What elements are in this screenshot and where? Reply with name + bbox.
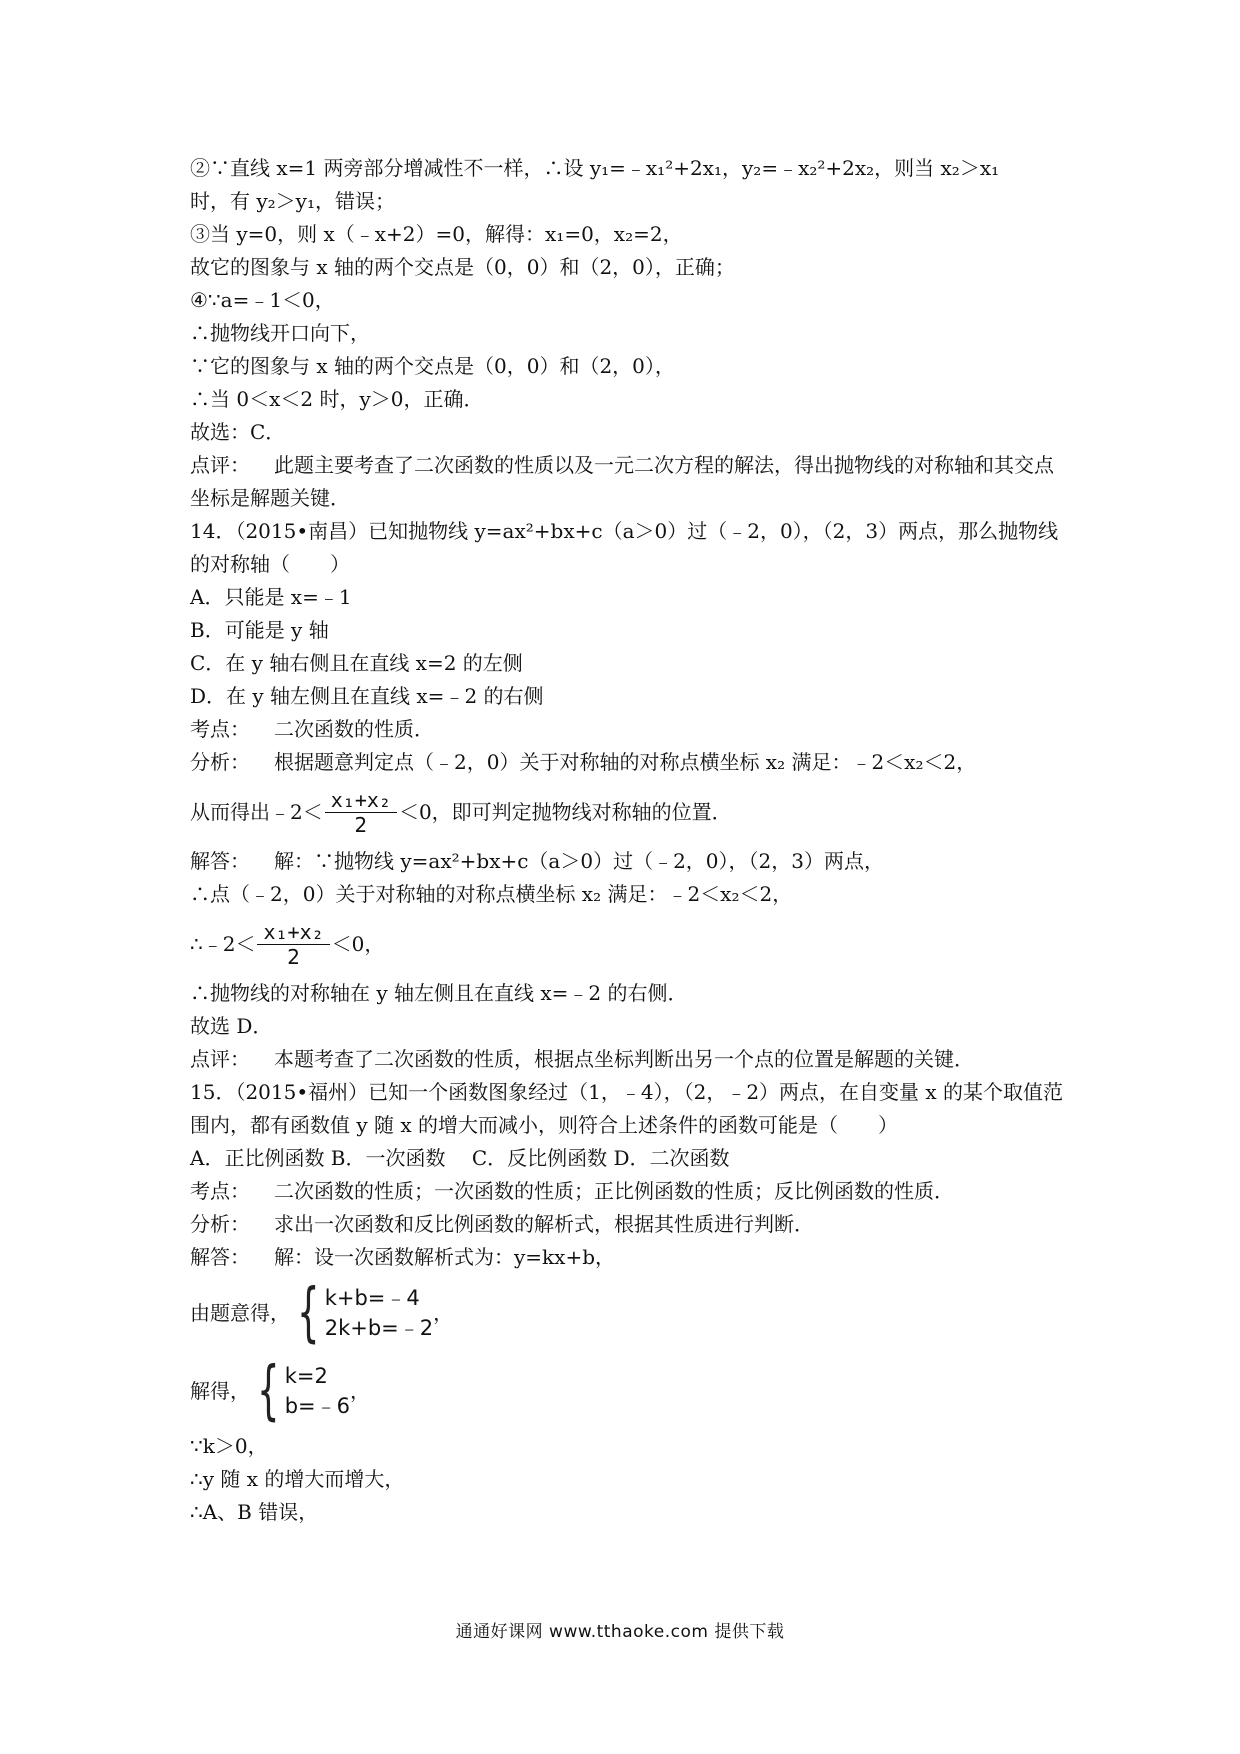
q14-comment [190,1043,1070,1076]
q15-options: A．正比例函数 B．一次函数 C．反比例函数 D．二次函数 [190,1146,730,1170]
q15-sys1-pre: 由题意得， [190,1300,290,1325]
q14-an-label: 分析： [190,750,250,774]
q14-kp-text: 二次函数的性质． [274,717,434,741]
left-brace-icon: { [257,1354,280,1428]
q15-stem: 15．（2015•福州）已知一个函数图象经过（1，﹣4），（2，﹣2）两点，在自变量 x 的某个取值范围内，都有函数值 y 随 x 的增大而减小，则符合上述条件的函数可能是（ ） [190,1080,1064,1137]
q14-an2-post: ＜0，即可判定抛物线对称轴的位置． [398,799,732,824]
q15-system-2 [190,1352,1070,1430]
prev-line-4: 故它的图象与 x 轴的两个交点是（0，0）和（2，0），正确； [190,255,735,279]
q14-option-c: C．在 y 轴右侧且在直线 x=2 的左侧 [190,651,523,675]
q14-knowledge-point [190,713,1070,746]
q14-analysis-1 [190,746,1070,779]
prev-comment [190,449,1070,515]
left-brace-icon: { [297,1276,320,1350]
q15-sys2-pre: 解得， [190,1378,250,1403]
q15-solution-1 [190,1241,1070,1274]
page-footer: 通通好课网 www.tthaoke.com 提供下载 [455,1622,785,1642]
q14-solution-1 [190,845,1070,878]
prev-line-6: ∴抛物线开口向下， [190,321,370,345]
equation-row: k+b=﹣4 [324,1286,420,1310]
q15-line-3: ∴A、B 错误， [190,1500,319,1524]
q14-kp-label: 考点： [190,717,250,741]
page-content [190,152,1070,1529]
equation-row: b=﹣6 [284,1394,351,1418]
q15-sys2-post: ， [350,1378,371,1403]
q15-kp-text: 二次函数的性质；一次函数的性质；正比例函数的性质；反比例函数的性质． [274,1179,954,1203]
prev-comment-text: 此题主要考查了二次函数的性质以及一元二次方程的解法，得出抛物线的对称轴和其交点坐标是解题关键． [190,453,1054,510]
q14-sol-label: 解答： [190,849,250,873]
equation-rows [285,1361,350,1421]
fraction-numerator: x₁+x₂ [257,920,329,945]
q15-an-text: 求出一次函数和反比例函数的解析式，根据其性质进行判断． [274,1212,814,1236]
q14-solution-3 [190,911,1070,977]
prev-line-5: ④∵a=﹣1＜0， [190,288,335,312]
fraction-denominator: 2 [354,812,368,837]
q14-sol-text-1: 解：∵抛物线 y=ax²+bx+c（a＞0）过（﹣2，0），（2，3）两点， [274,849,884,873]
q14-stem: 14．（2015•南昌）已知抛物线 y=ax²+bx+c（a＞0）过（﹣2，0），（2，3）两点，那么抛物线的对称轴（ ） [190,519,1059,576]
prev-comment-label: 点评： [190,453,250,477]
prev-line-3: ③当 y=0，则 x（﹣x+2）=0，解得：x₁=0，x₂=2， [190,222,683,246]
q14-cm-label: 点评： [190,1047,250,1071]
q14-an-text-1: 根据题意判定点（﹣2，0）关于对称轴的对称点横坐标 x₂ 满足：﹣2＜x₂＜2， [274,750,977,774]
prev-line-2: 时，有 y₂＞y₁，错误； [190,189,395,213]
q14-an2-pre: 从而得出﹣2＜ [190,799,323,824]
prev-line-7: ∵它的图象与 x 轴的两个交点是（0，0）和（2，0）， [190,354,675,378]
q14-cm-text: 本题考查了二次函数的性质，根据点坐标判断出另一个点的位置是解题的关键． [274,1047,974,1071]
q15-sys1-post: ， [433,1300,454,1325]
q14-sol3-pre: ∴﹣2＜ [190,931,256,956]
q14-fraction-2 [257,920,329,969]
q15-analysis [190,1208,1070,1241]
q14-analysis-2 [190,779,1070,845]
prev-line-9: 故选：C． [190,420,286,444]
q15-knowledge-point [190,1175,1070,1208]
q15-sol-text-1: 解：设一次函数解析式为：y=kx+b， [274,1245,616,1269]
equation-row: k=2 [284,1364,328,1388]
prev-line-8: ∴当 0＜x＜2 时，y＞0，正确． [190,387,484,411]
q15-kp-label: 考点： [190,1179,250,1203]
fraction-numerator: x₁+x₂ [325,788,397,813]
q14-option-b: B．可能是 y 轴 [190,618,329,642]
q15-line-1: ∵k＞0， [190,1434,268,1458]
equation-row: 2k+b=﹣2 [324,1316,434,1340]
prev-line-1: ②∵直线 x=1 两旁部分增减性不一样，∴设 y₁=﹣x₁²+2x₁，y₂=﹣x₂²+2x₂，则当 x₂＞x₁ [190,156,1000,180]
equation-rows [325,1283,433,1343]
fraction-denominator: 2 [287,944,300,969]
q14-solution-4: ∴抛物线的对称轴在 y 轴左侧且在直线 x=﹣2 的右侧． [190,981,688,1005]
q15-sol-label: 解答： [190,1245,250,1269]
q14-fraction-1 [325,788,397,837]
q14-option-a: A．只能是 x=﹣1 [190,585,352,609]
q14-solution-5: 故选 D． [190,1014,273,1038]
q14-sol3-post: ＜0， [331,931,385,956]
q14-solution-2: ∴点（﹣2，0）关于对称轴的对称点横坐标 x₂ 满足：﹣2＜x₂＜2， [190,882,793,906]
q15-an-label: 分析： [190,1212,250,1236]
q15-system-1 [190,1274,1070,1352]
q15-line-2: ∴y 随 x 的增大而增大， [190,1467,405,1491]
q14-option-d: D．在 y 轴左侧且在直线 x=﹣2 的右侧 [190,684,544,708]
